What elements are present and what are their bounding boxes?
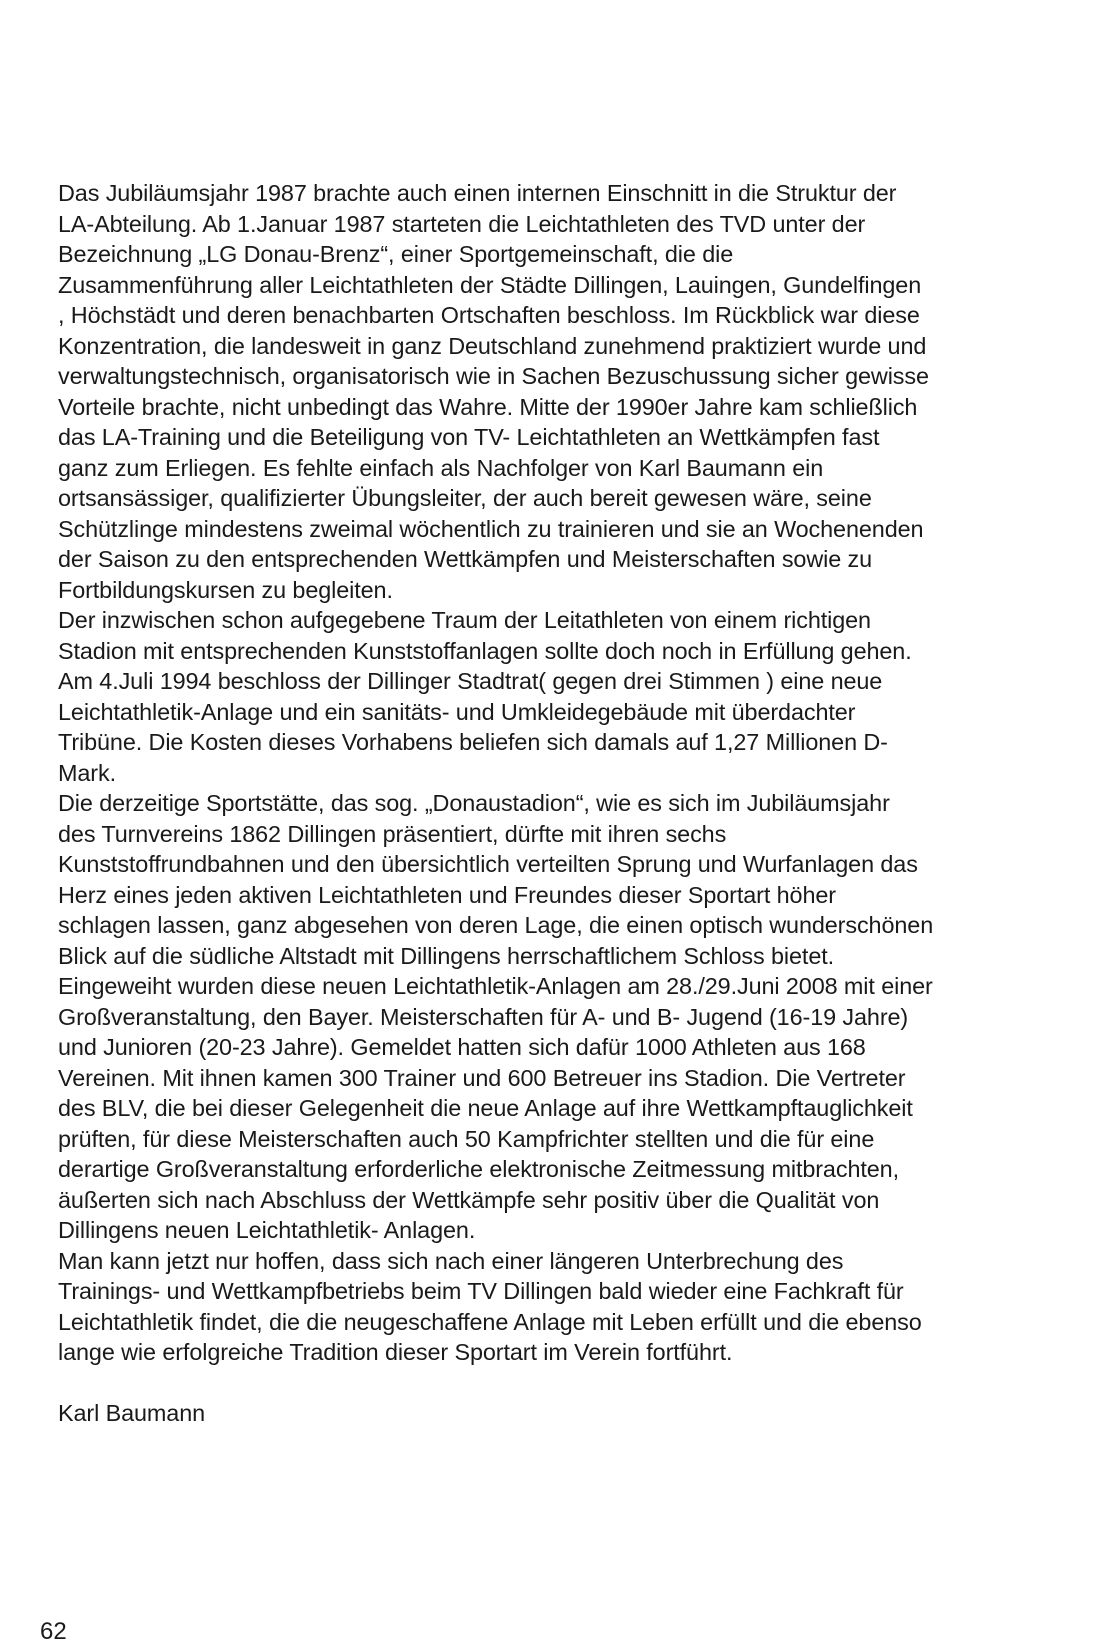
text-line: Tribüne. Die Kosten dieses Vorhabens beliefen sich damals auf 1,27 Millionen D- [58, 729, 888, 755]
text-line: Dillingens neuen Leichtathletik- Anlagen. [58, 1217, 476, 1243]
text-line: Der inzwischen schon aufgegebene Traum der Leitathleten von einem richtigen [58, 607, 871, 633]
text-line: LA-Abteilung. Ab 1.Januar 1987 starteten die Leichtathleten des TVD unter der [58, 210, 866, 237]
text-line: das LA-Training und die Beteiligung von TV- Leichtathleten an Wettkämpfen fast [58, 424, 880, 450]
paragraph-3 [58, 788, 1078, 1246]
text-line: Großveranstaltung, den Bayer. Meisterschaften für A- und B- Jugend (16-19 Jahre) [58, 1003, 909, 1030]
text-line: der Saison zu den entsprechenden Wettkämpfen und Meisterschaften sowie zu [58, 546, 873, 572]
text-line: des BLV, die bei dieser Gelegenheit die neue Anlage auf ihre Wettkampftauglichkeit [58, 1095, 913, 1121]
paragraph-spacer [58, 1368, 1078, 1399]
text-line: Das Jubiläumsjahr 1987 brachte auch einen internen Einschnitt in die Struktur der [58, 180, 897, 206]
text-line: Schützlinge mindestens zweimal wöchentlich zu trainieren und sie an Wochenenden [58, 515, 924, 542]
text-line: Kunststoffrundbahnen und den übersichtlich verteilten Sprung und Wurfanlagen das [58, 851, 918, 877]
author-signature: Karl Baumann [58, 1400, 206, 1426]
text-line: Man kann jetzt nur hoffen, dass sich nach einer längeren Unterbrechung des [58, 1247, 844, 1274]
text-line: derartige Großveranstaltung erforderliche elektronische Zeitmessung mitbrachten, [58, 1156, 899, 1182]
text-line: Stadion mit entsprechenden Kunststoffanlagen sollte doch noch in Erfüllung gehen. [58, 637, 912, 664]
text-line: Am 4.Juli 1994 beschloss der Dillinger Stadtrat( gegen drei Stimmen ) eine neue [58, 668, 883, 694]
text-line: prüften, für diese Meisterschaften auch 50 Kampfrichter stellten und die für eine [58, 1125, 875, 1152]
text-line: Die derzeitige Sportstätte, das sog. „Donaustadion“, wie es sich im Jubiläumsjahr [58, 790, 890, 816]
text-line: Herz eines jeden aktiven Leichtathleten und Freundes dieser Sportart höher [58, 881, 836, 908]
text-line: Trainings- und Wettkampfbetriebs beim TV Dillingen bald wieder eine Fachkraft für [58, 1278, 904, 1304]
text-line: äußerten sich nach Abschluss der Wettkämpfe sehr positiv über die Qualität von [58, 1186, 880, 1213]
paragraph-2 [58, 605, 1078, 788]
text-line: verwaltungstechnisch, organisatorisch wie in Sachen Bezuschussung sicher gewisse [58, 363, 929, 389]
text-line: Leichtathletik-Anlage und ein sanitäts- und Umkleidegebäude mit überdachter [58, 698, 856, 725]
document-body [58, 178, 1078, 1429]
text-line: Vorteile brachte, nicht unbedingt das Wahre. Mitte der 1990er Jahre kam schließlich [58, 393, 918, 420]
paragraph-4 [58, 1246, 1078, 1368]
text-line: Fortbildungskursen zu begleiten. [58, 576, 393, 603]
text-line: Konzentration, die landesweit in ganz Deutschland zunehmend praktiziert wurde und [58, 332, 927, 359]
text-line: schlagen lassen, ganz abgesehen von deren Lage, die einen optisch wunderschönen [58, 912, 934, 938]
text-line: und Junioren (20-23 Jahre). Gemeldet hatten sich dafür 1000 Athleten aus 168 [58, 1034, 866, 1060]
page-number: 62 [40, 1618, 67, 1645]
text-line: Leichtathletik findet, die die neugeschaffene Anlage mit Leben erfüllt und die ebenso [58, 1308, 922, 1335]
text-line: , Höchstädt und deren benachbarten Ortschaften beschloss. Im Rückblick war diese [58, 302, 920, 328]
text-line: Vereinen. Mit ihnen kamen 300 Trainer und 600 Betreuer ins Stadion. Die Vertreter [58, 1064, 906, 1091]
paragraph-1 [58, 178, 1078, 605]
text-line: ortsansässiger, qualifizierter Übungsleiter, der auch bereit gewesen wäre, seine [58, 485, 872, 511]
text-line: ganz zum Erliegen. Es fehlte einfach als Nachfolger von Karl Baumann ein [58, 454, 824, 481]
text-line: des Turnvereins 1862 Dillingen präsentiert, dürfte mit ihren sechs [58, 820, 727, 847]
text-line: Blick auf die südliche Altstadt mit Dillingens herrschaftlichem Schloss bietet. [58, 942, 835, 969]
text-line: Mark. [58, 759, 116, 786]
text-line: Bezeichnung „LG Donau-Brenz“, einer Sportgemeinschaft, die die [58, 241, 734, 267]
text-line: Eingeweiht wurden diese neuen Leichtathletik-Anlagen am 28./29.Juni 2008 mit einer [58, 973, 933, 999]
text-line: Zusammenführung aller Leichtathleten der Städte Dillingen, Lauingen, Gundelfingen [58, 271, 922, 298]
text-line: lange wie erfolgreiche Tradition dieser Sportart im Verein fortführt. [58, 1339, 733, 1365]
